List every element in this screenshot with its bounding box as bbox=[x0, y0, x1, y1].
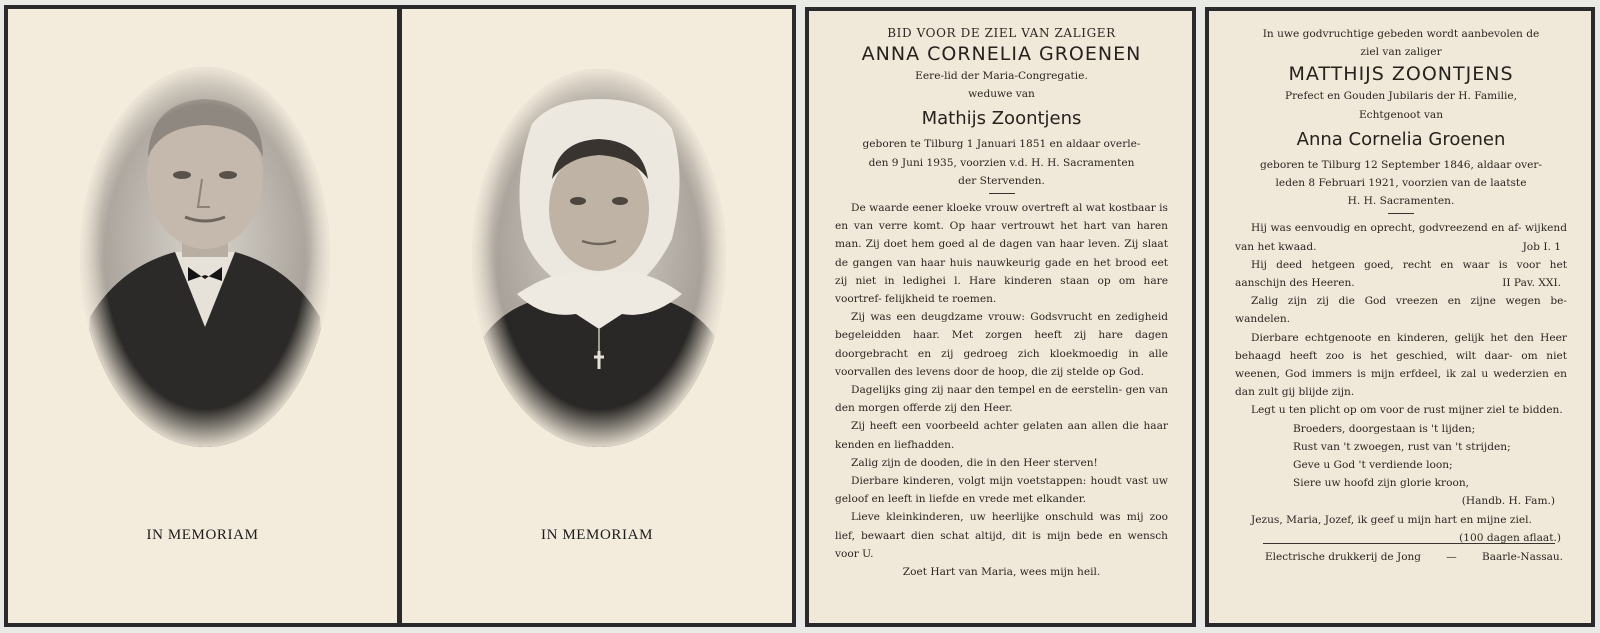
relation-line: weduwe van bbox=[968, 88, 1035, 101]
intro-line-2: ziel van zaliger bbox=[1360, 46, 1442, 59]
closing-line: Zoet Hart van Maria, wees mijn heil. bbox=[902, 566, 1101, 579]
birth-line-3: der Stervenden. bbox=[958, 174, 1045, 187]
memorial-card-matthijs-text bbox=[1205, 7, 1595, 627]
verse-line: Geve u God 't verdiende loon; bbox=[1293, 459, 1453, 472]
birth-line-2: den 9 Juni 1935, voorzien v.d. H. H. Sacramenten bbox=[868, 156, 1135, 169]
bible-reference: Job I. 1 bbox=[1522, 240, 1561, 253]
in-memoriam-caption: IN MEMORIAM bbox=[540, 527, 654, 543]
birth-line-1: geboren te Tilburg 1 Januari 1851 en aldaar overle- bbox=[862, 138, 1141, 151]
verse-source: (Handb. H. Fam.) bbox=[1461, 495, 1555, 508]
paragraph: Dierbare echtgenoote en kinderen, gelijk het den Heer behaagd heeft zoo is het geschied, wilt daar- om niet weenen, God immers is mijn erfdeel, ik zal u wederzien en dan zult gij blijde zijn. bbox=[1235, 331, 1567, 399]
relation-line: Echtgenoot van bbox=[1358, 108, 1444, 121]
intro-line-1: In uwe godvruchtige gebeden wordt aanbevolen de bbox=[1262, 28, 1540, 40]
title-line: Prefect en Gouden Jubilaris der H. Familie, bbox=[1284, 90, 1518, 103]
memorial-card-man-portrait bbox=[4, 5, 400, 627]
paragraph: Zalig zijn de dooden, die in den Heer sterven! bbox=[851, 456, 1098, 469]
spouse-name: Anna Cornelia Groenen bbox=[1296, 128, 1506, 150]
paragraph-text: Hij deed hetgeen goed, recht en waar is voor het aanschijn des Heeren. bbox=[1235, 258, 1567, 290]
memorial-card-anna-text bbox=[805, 7, 1196, 627]
prayer-text: Jezus, Maria, Jozef, ik geef u mijn hart en mijne ziel. bbox=[1251, 513, 1532, 526]
birth-line-1: geboren te Tilburg 12 September 1846, aldaar over- bbox=[1259, 158, 1543, 171]
birth-line-3: H. H. Sacramenten. bbox=[1347, 195, 1455, 208]
prayer-heading: BID VOOR DE ZIEL VAN ZALIGER bbox=[887, 26, 1116, 40]
paragraph bbox=[1235, 256, 1567, 292]
paragraph: Dierbare kinderen, volgt mijn voetstappen: houdt vast uw geloof en leeft in liefde en vrede met elkander. bbox=[835, 475, 1168, 506]
bible-reference: II Pav. XXI. bbox=[1502, 277, 1561, 290]
paragraph: Zalig zijn zij die God vreezen en zijne wegen be- wandelen. bbox=[1235, 295, 1567, 326]
memorial-card-woman-portrait bbox=[400, 5, 796, 627]
birth-line-2: leden 8 Februari 1921, voorzien van de laatste bbox=[1275, 177, 1527, 190]
paragraph: De waarde eener kloeke vrouw overtreft al wat kostbaar is en van verre komt. Op haar vertrouwt het hart van haren man. Zij doet hem goed al de dagen van haar leven. Zij slaat de gangen van haar huis nauwkeurig gade en het brood eet zij niet in ledighei l. Hare kinderen staan op om hare voortref- felijkheid te roemen. bbox=[835, 202, 1168, 306]
portrait-man bbox=[80, 67, 330, 447]
title-line: Eere-lid der Maria-Congregatie. bbox=[915, 70, 1088, 82]
in-memoriam-caption: IN MEMORIAM bbox=[146, 527, 259, 543]
footer-dash: — bbox=[1446, 550, 1457, 563]
printer-name: Electrische drukkerij de Jong bbox=[1265, 550, 1421, 563]
portrait-woman bbox=[472, 69, 726, 447]
indulgence-note: (100 dagen aflaat.) bbox=[1459, 531, 1561, 544]
printer-footer bbox=[1235, 548, 1567, 566]
divider bbox=[989, 193, 1015, 194]
deceased-name: ANNA CORNELIA GROENEN bbox=[861, 43, 1142, 65]
paragraph-text: Hij was eenvoudig en oprecht, godvreezend en af- wijkend van het kwaad. bbox=[1235, 222, 1567, 253]
verse-line: Broeders, doorgestaan is 't lijden; bbox=[1293, 422, 1476, 435]
printer-place: Baarle-Nassau. bbox=[1482, 550, 1563, 563]
paragraph: Dagelijks ging zij naar den tempel en de eerstelin- gen van den morgen offerde zij den Heer. bbox=[835, 384, 1168, 415]
paragraph: Lieve kleinkinderen, uw heerlijke onschuld was mij zoo lief, bewaart dien schat altijd, dit is mijn bede en wensch voor U. bbox=[835, 511, 1168, 560]
deceased-name: MATTHIJS ZOONTJENS bbox=[1288, 63, 1514, 86]
verse-line: Siere uw hoofd zijn glorie kroon, bbox=[1293, 477, 1470, 490]
paragraph: Zij was een deugdzame vrouw: Godsvrucht en zedigheid begeleidden haar. Met zorgen heeft zij hare dagen doorgebracht en zij gedroeg zich kloekmoedig in alle voorvallen des levens door de hoop, die zij stelde op God. bbox=[835, 311, 1168, 378]
paragraph bbox=[1235, 219, 1567, 255]
prayer-paragraph bbox=[1235, 511, 1567, 544]
spouse-name: Mathijs Zoontjens bbox=[921, 108, 1082, 130]
divider bbox=[1388, 213, 1414, 214]
verse-line: Rust van 't zwoegen, rust van 't strijden; bbox=[1293, 440, 1511, 453]
paragraph: Legt u ten plicht op om voor de rust mijner ziel te bidden. bbox=[1251, 404, 1563, 417]
paragraph: Zij heeft een voorbeeld achter gelaten aan allen die haar kenden en liefhadden. bbox=[835, 420, 1168, 451]
